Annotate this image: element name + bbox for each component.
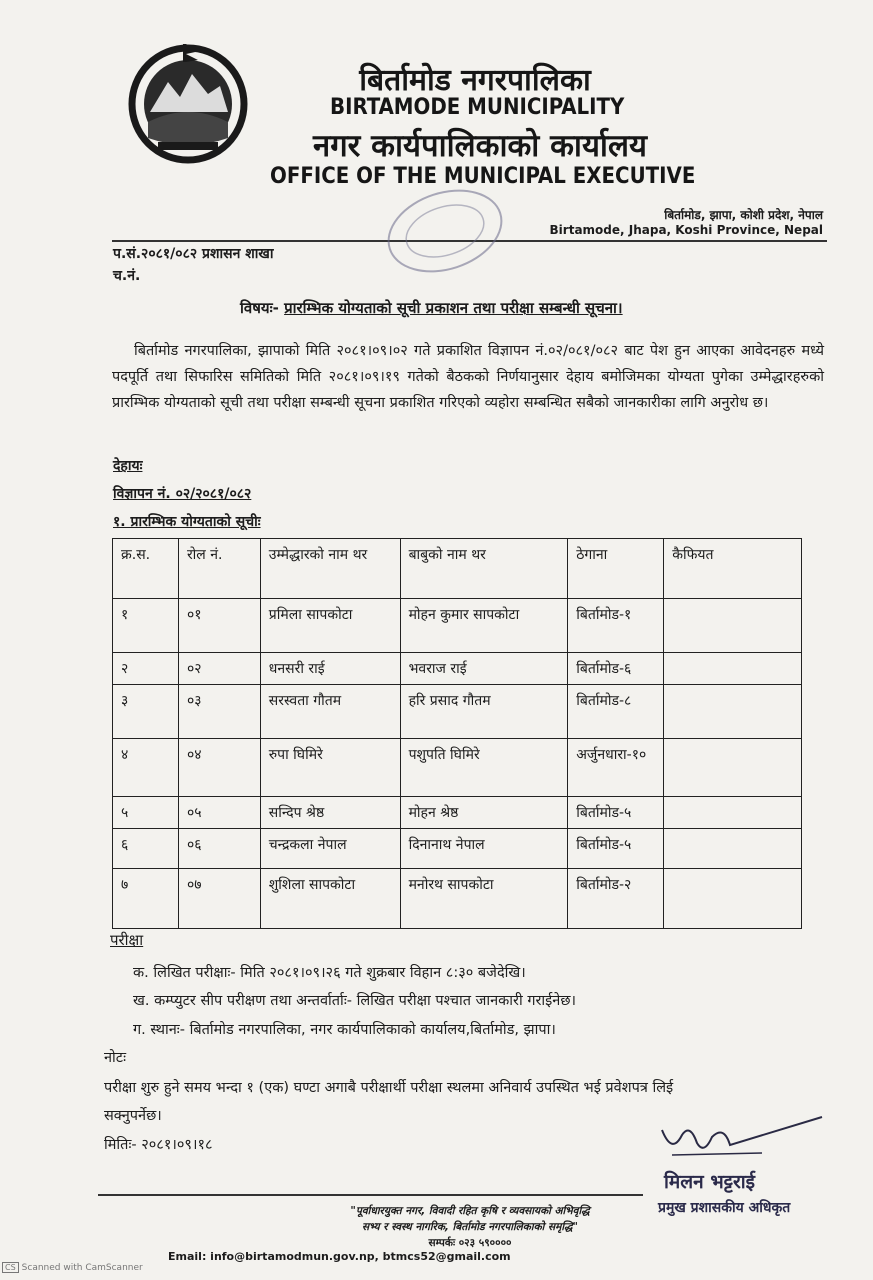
table-cell: पशुपति घिमिरे xyxy=(400,739,568,797)
note-line-2: सक्नुपर्नेछ। xyxy=(104,1108,162,1124)
table-cell: शुशिला सापकोटा xyxy=(260,869,400,929)
table-cell: ०७ xyxy=(178,869,260,929)
municipality-logo xyxy=(128,42,248,164)
footer-slogan-1: "पूर्वाधारयुक्त नगर, विवादी रहित कृषि र व्यवसायको अभिवृद्धि xyxy=(350,1205,590,1217)
table-cell: ०६ xyxy=(178,829,260,869)
table-cell: मोहन कुमार सापकोटा xyxy=(400,599,568,653)
table-cell xyxy=(664,653,802,685)
office-name-np: नगर कार्यपालिकाको कार्यालय xyxy=(313,128,647,164)
table-cell: ०५ xyxy=(178,797,260,829)
table-cell: ०३ xyxy=(178,685,260,739)
table-cell xyxy=(664,797,802,829)
table-row xyxy=(113,653,802,685)
table-cell: बिर्तामोड-५ xyxy=(568,829,664,869)
table-cell xyxy=(664,685,802,739)
table-cell: अर्जुनधारा-१० xyxy=(568,739,664,797)
header-cell: रोल नं. xyxy=(178,539,260,599)
table-cell: ७ xyxy=(113,869,179,929)
office-stamp xyxy=(380,186,510,276)
table-row xyxy=(113,685,802,739)
subject-line xyxy=(240,298,623,318)
table-cell: हरि प्रसाद गौतम xyxy=(400,685,568,739)
table-cell: रुपा घिमिरे xyxy=(260,739,400,797)
table-cell: ६ xyxy=(113,829,179,869)
table-row xyxy=(113,869,802,929)
footer-slogan-2: सभ्य र स्वस्थ नागरिक, बिर्तामोड नगरपालिकाको समृद्धि" xyxy=(362,1221,578,1233)
signatory-name: मिलन भट्टराई xyxy=(664,1171,755,1193)
table-row xyxy=(113,797,802,829)
table-cell: ४ xyxy=(113,739,179,797)
table-cell: बिर्तामोड-५ xyxy=(568,797,664,829)
table-cell: बिर्तामोड-२ xyxy=(568,869,664,929)
exam-item-computer: ख. कम्प्युटर सीप परीक्षण तथा अन्तर्वार्ताः- लिखित परीक्षा पश्चात जानकारी गराईनेछ। xyxy=(133,993,577,1009)
table-cell: बिर्तामोड-८ xyxy=(568,685,664,739)
table-cell: बिर्तामोड-१ xyxy=(568,599,664,653)
subject-prefix: विषयः- xyxy=(240,299,279,317)
table-row xyxy=(113,599,802,653)
table-cell xyxy=(664,739,802,797)
list-title: १. प्रारम्भिक योग्यताको सूचीः xyxy=(113,514,261,530)
footer-divider xyxy=(98,1194,643,1196)
table-cell: ३ xyxy=(113,685,179,739)
table-cell: भवराज राई xyxy=(400,653,568,685)
table-cell: धनसरी राई xyxy=(260,653,400,685)
reference-number: प.सं.२०८१/०८२ प्रशासन शाखा xyxy=(113,246,274,262)
dispatch-number: च.नं. xyxy=(113,268,141,284)
table-cell: ०२ xyxy=(178,653,260,685)
signatory-post: प्रमुख प्रशासकीय अधिकृत xyxy=(658,1200,791,1216)
advertisement-number: विज्ञापन नं. ०२/२०८१/०८२ xyxy=(113,486,252,502)
header-cell: उम्मेद्धारको नाम थर xyxy=(260,539,400,599)
table-cell: मोहन श्रेष्ठ xyxy=(400,797,568,829)
scanner-watermark xyxy=(2,1262,143,1273)
camscanner-icon: CS xyxy=(2,1262,19,1273)
table-cell: मनोरथ सापकोटा xyxy=(400,869,568,929)
table-cell xyxy=(664,599,802,653)
eligibility-table xyxy=(112,538,802,929)
header-cell: ठेगाना xyxy=(568,539,664,599)
municipality-name-np: बिर्तामोड नगरपालिका xyxy=(359,63,591,98)
issue-date: मितिः- २०८१।०९।१८ xyxy=(104,1137,213,1153)
municipality-name-en: BIRTAMODE MUNICIPALITY xyxy=(330,95,625,120)
address-np: बिर्तामोड, झापा, कोशी प्रदेश, नेपाल xyxy=(664,208,823,222)
table-header-row xyxy=(113,539,802,599)
header-cell: कैफियत xyxy=(664,539,802,599)
table-cell: सरस्वता गौतम xyxy=(260,685,400,739)
table-cell xyxy=(664,869,802,929)
table-cell: बिर्तामोड-६ xyxy=(568,653,664,685)
header-cell: क्र.स. xyxy=(113,539,179,599)
scanner-text: Scanned with CamScanner xyxy=(21,1263,143,1273)
table-row xyxy=(113,829,802,869)
address-en: Birtamode, Jhapa, Koshi Province, Nepal xyxy=(549,223,823,237)
table-cell: सन्दिप श्रेष्ठ xyxy=(260,797,400,829)
table-cell: ०१ xyxy=(178,599,260,653)
header-cell: बाबुको नाम थर xyxy=(400,539,568,599)
body-paragraph: बिर्तामोड नगरपालिका, झापाको मिति २०८१।०९।०२ गते प्रकाशित विज्ञापन नं.०२/०८१/०८२ बाट पेश हुन आएका आवेदनहरु मध्ये पदपूर्ति तथा सिफारिस समितिको मिति २०८१।०९।१९ गतेको बैठकको निर्णयानुसार देहाय बमोजिमका योग्यता पुगेका उम्मेद्धारहरुको प्रारम्भिक योग्यताको सूची तथा परीक्षा सम्बन्धी सूचना प्रकाशित गरिएको व्यहोरा सम्बन्धित सबैको जानकारीका लागि अनुरोध छ। xyxy=(112,343,824,411)
table-cell: दिनानाथ नेपाल xyxy=(400,829,568,869)
office-name-en: OFFICE OF THE MUNICIPAL EXECUTIVE xyxy=(270,164,696,189)
table-cell xyxy=(664,829,802,869)
note-title: नोटः xyxy=(104,1050,127,1066)
subject-text: प्रारम्भिक योग्यताको सूची प्रकाशन तथा परीक्षा सम्बन्धी सूचना। xyxy=(284,299,623,317)
table-cell: चन्द्रकला नेपाल xyxy=(260,829,400,869)
exam-item-written: क. लिखित परीक्षाः- मिति २०८१।०९।२६ गते शुक्रबार विहान ८:३० बजेदेखि। xyxy=(133,965,526,981)
table-cell: १ xyxy=(113,599,179,653)
table-cell: प्रमिला सापकोटा xyxy=(260,599,400,653)
exam-item-venue: ग. स्थानः- बिर्तामोड नगरपालिका, नगर कार्यपालिकाको कार्यालय,बिर्तामोड, झापा। xyxy=(133,1022,556,1038)
footer-email: Email: info@birtamodmun.gov.np, btmcs52@gmail.com xyxy=(168,1250,511,1263)
table-cell: ०४ xyxy=(178,739,260,797)
table-cell: २ xyxy=(113,653,179,685)
exam-title: परीक्षा xyxy=(110,931,144,949)
table-row xyxy=(113,739,802,797)
table-cell: ५ xyxy=(113,797,179,829)
footer-contact: सम्पर्कः ०२३ ५९०००० xyxy=(428,1237,512,1249)
note-line-1: परीक्षा शुरु हुने समय भन्दा १ (एक) घण्टा अगाबै परीक्षार्थी परीक्षा स्थलमा अनिवार्य उपस्थित भई प्रवेशपत्र लिई xyxy=(104,1080,674,1096)
dehay-label: देहायः xyxy=(113,458,143,474)
